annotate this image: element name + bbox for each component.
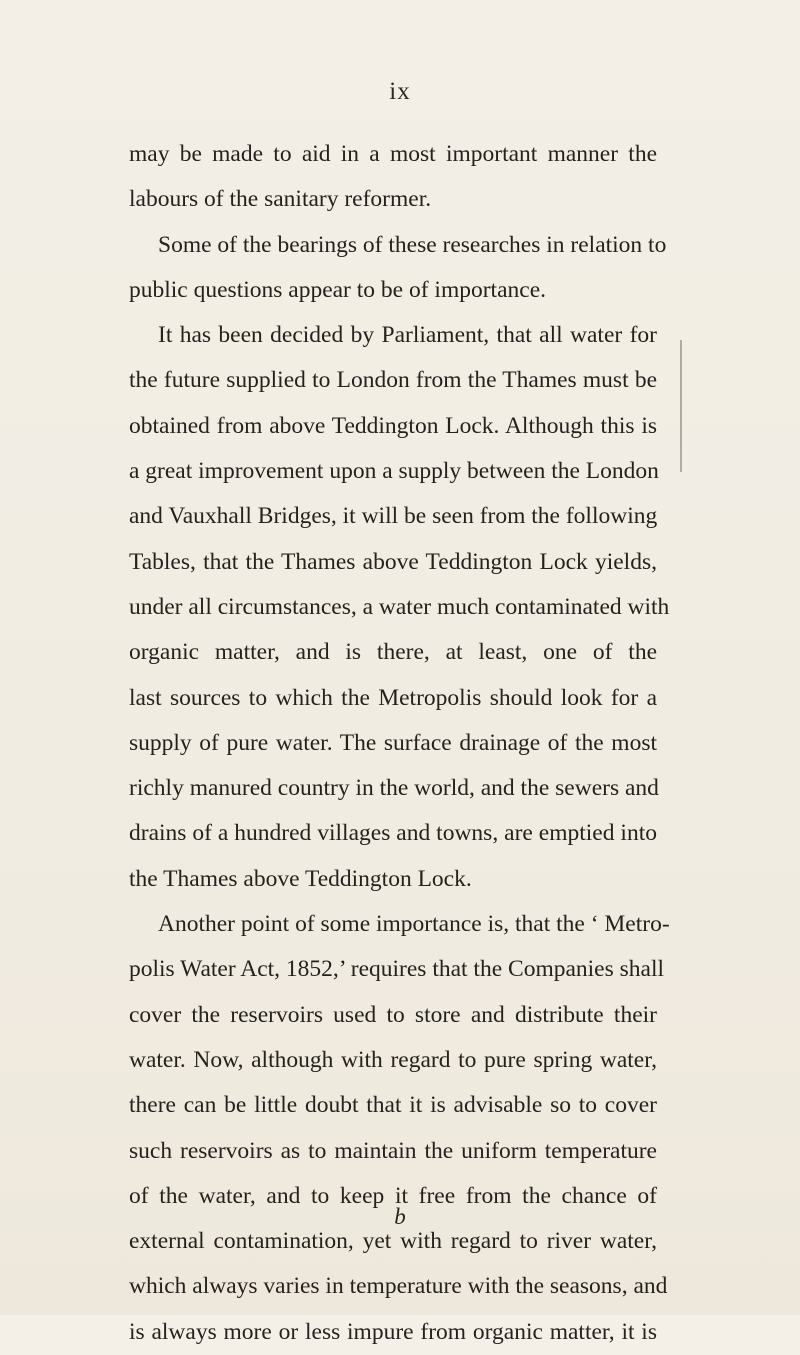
text-line: under all circumstances, a water much contaminated with: [129, 593, 670, 620]
text-line: and Vauxhall Bridges, it will be seen from the following: [129, 503, 658, 530]
text-line: supply of pure water. The surface drainage of the most: [129, 729, 657, 756]
page-number: ix: [389, 78, 411, 105]
text-line: It has been decided by Parliament, that all water for: [158, 322, 657, 349]
text-line: water. Now, although with regard to pure spring water,: [129, 1046, 657, 1073]
text-line: external contamination, yet with regard to river water,: [129, 1228, 657, 1255]
text-line: drains of a hundred villages and towns, are emptied into: [129, 820, 657, 847]
text-line: labours of the sanitary reformer.: [129, 186, 432, 213]
text-line: Another point of some importance is, that the ‘ Metro-: [158, 911, 670, 938]
text-line: may be made to aid in a most important manner the: [129, 141, 657, 167]
text-line: Some of the bearings of these researches in relation to: [158, 231, 667, 258]
text-line: there can be little doubt that it is advisable so to cover: [129, 1092, 657, 1119]
text-line: the Thames above Teddington Lock.: [129, 865, 472, 892]
text-line: polis Water Act, 1852,’ requires that the Companies shall: [129, 956, 665, 983]
text-line: organic matter, and is there, at least, one of the: [129, 639, 657, 666]
text-line: last sources to which the Metropolis should look for a: [129, 684, 657, 711]
text-line: is always more or less impure from organic matter, it is: [129, 1318, 657, 1345]
signature-mark: b: [394, 1204, 406, 1229]
text-line: which always varies in temperature with the seasons, and: [129, 1273, 668, 1300]
text-line: obtained from above Teddington Lock. Although this is: [129, 412, 657, 439]
body-text: [129, 132, 670, 1355]
text-line: such reservoirs as to maintain the uniform temperature: [129, 1137, 657, 1164]
text-line: public questions appear to be of importance.: [129, 276, 546, 303]
margin-mark: [680, 340, 682, 472]
text-line: richly manured country in the world, and the sewers and: [129, 775, 659, 802]
text-line: cover the reservoirs used to store and distribute their: [129, 1001, 657, 1028]
text-line: Tables, that the Thames above Teddington Lock yields,: [129, 548, 657, 575]
text-line: of the water, and to keep it free from the chance of: [129, 1182, 657, 1209]
text-line: the future supplied to London from the Thames must be: [129, 367, 657, 394]
text-line: a great improvement upon a supply between the London: [129, 458, 659, 485]
